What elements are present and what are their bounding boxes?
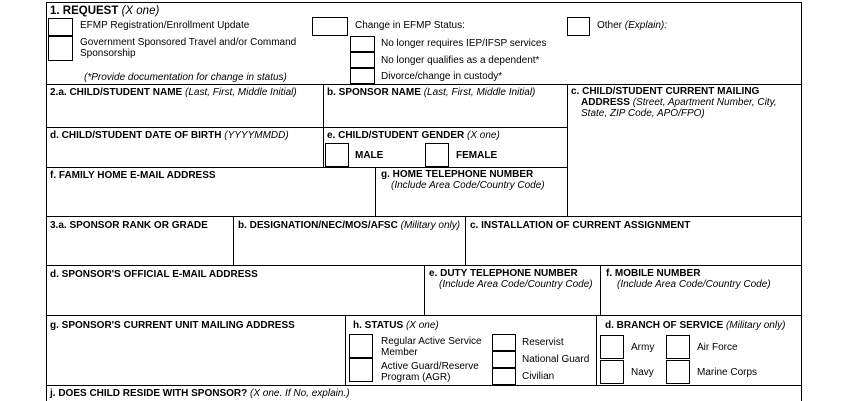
status-hint: (X one) (405, 320, 439, 331)
home-phone-label: g. HOME TELEPHONE NUMBER (381, 169, 534, 180)
branch-label-text: d. BRANCH OF SERVICE (605, 320, 724, 331)
change-status-checkbox[interactable] (312, 17, 348, 36)
designation-label-text: b. DESIGNATION/NEC/MOS/AFSC (238, 220, 398, 231)
branch-hint: (Military only) (725, 320, 786, 331)
mailing-hint-line2: (Street, Apartment Number, City, (632, 97, 777, 108)
status-civilian-checkbox[interactable] (492, 368, 516, 385)
gender-label (327, 130, 500, 141)
travel-label-line1: Government Sponsored Travel and/or Command (80, 37, 297, 48)
sponsor-name-hint: (Last, First, Middle Initial) (423, 87, 536, 98)
installation-field[interactable] (467, 233, 799, 264)
duty-phone-hint: (Include Area Code/Country Code) (439, 279, 593, 290)
divorce-checkbox[interactable] (350, 68, 375, 84)
sponsor-rank-label: 3.a. SPONSOR RANK OR GRADE (50, 220, 208, 231)
col-divider (424, 265, 425, 315)
dob-label (50, 130, 289, 141)
col-divider (323, 84, 324, 167)
registration-label: EFMP Registration/Enrollment Update (80, 20, 250, 31)
col-divider (465, 216, 466, 265)
marine-corps-label: Marine Corps (697, 367, 758, 378)
row-divider (46, 127, 567, 128)
navy-label: Navy (631, 367, 654, 378)
sponsor-email-field[interactable] (48, 282, 422, 314)
air-force-label: Air Force (697, 342, 738, 353)
form-left-border (46, 2, 47, 401)
divorce-label: Divorce/change in custody* (381, 71, 503, 82)
status-civilian-label: Civilian (522, 371, 555, 382)
unit-address-label: g. SPONSOR'S CURRENT UNIT MAILING ADDRESS (50, 320, 295, 331)
travel-checkbox[interactable] (48, 36, 73, 61)
status-agr-checkbox[interactable] (349, 358, 373, 382)
request-title (50, 5, 159, 17)
documentation-note: (*Provide documentation for change in status) (84, 72, 287, 83)
status-regular-checkbox[interactable] (349, 334, 373, 358)
status-regular-line1: Regular Active Service (381, 336, 482, 347)
col-divider (233, 216, 234, 265)
other-label-hint: (Explain): (624, 20, 668, 31)
row-divider (46, 216, 802, 217)
row-divider (46, 385, 802, 386)
mailing-label-address: ADDRESS (581, 97, 630, 108)
designation-field[interactable] (235, 233, 463, 264)
branch-label (605, 320, 785, 331)
other-label-text: Other (597, 20, 623, 31)
designation-label (238, 220, 460, 231)
mailing-hint-line3: State, ZIP Code, APO/FPO) (581, 108, 705, 119)
status-guard-label: National Guard (522, 354, 590, 365)
duty-phone-field[interactable] (426, 292, 598, 314)
army-label: Army (631, 342, 655, 353)
mailing-label-line1: c. CHILD/STUDENT CURRENT MAILING (571, 86, 760, 97)
reside-hint: (X one. If No, explain.) (250, 388, 350, 399)
other-checkbox[interactable] (567, 17, 590, 36)
other-label (597, 20, 667, 31)
designation-hint: (Military only) (400, 220, 461, 231)
section-divider (46, 84, 802, 85)
status-reservist-checkbox[interactable] (492, 334, 516, 351)
no-iep-checkbox[interactable] (350, 36, 375, 52)
child-name-hint: (Last, First, Middle Initial) (185, 87, 297, 98)
sponsor-rank-field[interactable] (48, 233, 231, 264)
col-divider (567, 84, 568, 216)
installation-label: c. INSTALLATION OF CURRENT ASSIGNMENT (470, 220, 691, 231)
status-reservist-label: Reservist (522, 337, 564, 348)
registration-checkbox[interactable] (48, 18, 73, 36)
air-force-checkbox[interactable] (666, 335, 690, 359)
male-label: MALE (355, 150, 384, 161)
female-checkbox[interactable] (425, 143, 449, 167)
child-mailing-address-field[interactable] (569, 121, 799, 215)
marine-corps-checkbox[interactable] (666, 360, 690, 384)
form-top-border (46, 2, 802, 3)
duty-phone-label: e. DUTY TELEPHONE NUMBER (429, 268, 578, 279)
dob-field[interactable] (48, 143, 321, 166)
reside-label (50, 388, 350, 399)
gender-label-text: e. CHILD/STUDENT GENDER (327, 130, 465, 141)
request-title-hint: (X one) (121, 5, 160, 17)
mobile-field[interactable] (602, 292, 799, 314)
sponsor-name-field[interactable] (325, 100, 565, 126)
no-dependent-checkbox[interactable] (350, 52, 375, 68)
change-status-label: Change in EFMP Status: (355, 20, 465, 31)
mobile-label: f. MOBILE NUMBER (606, 268, 701, 279)
no-dependent-label: No longer qualifies as a dependent* (381, 55, 540, 66)
home-phone-field[interactable] (377, 193, 565, 215)
child-name-label-text: 2.a. CHILD/STUDENT NAME (50, 87, 183, 98)
status-agr-line1: Active Guard/Reserve (381, 361, 479, 372)
dob-hint: (YYYYMMDD) (224, 130, 289, 141)
row-divider (46, 315, 802, 316)
status-guard-checkbox[interactable] (492, 351, 516, 368)
dob-label-text: d. CHILD/STUDENT DATE OF BIRTH (50, 130, 222, 141)
male-checkbox[interactable] (325, 143, 349, 167)
unit-address-field[interactable] (48, 333, 343, 384)
status-label-text: h. STATUS (353, 320, 404, 331)
home-phone-hint: (Include Area Code/Country Code) (391, 180, 545, 191)
status-agr-line2: Program (AGR) (381, 372, 451, 383)
status-label (353, 320, 439, 331)
female-label: FEMALE (456, 150, 498, 161)
row-divider (46, 167, 567, 168)
travel-label-line2: Sponsorship (80, 48, 136, 59)
child-name-label (50, 87, 297, 98)
mobile-hint: (Include Area Code/Country Code) (617, 279, 771, 290)
col-divider (345, 315, 346, 385)
sponsor-name-label (327, 87, 535, 98)
form-right-border (801, 2, 802, 401)
sponsor-name-label-text: b. SPONSOR NAME (327, 87, 421, 98)
family-email-field[interactable] (48, 183, 373, 215)
col-divider (375, 167, 376, 216)
reside-label-text: j. DOES CHILD RESIDE WITH SPONSOR? (50, 388, 248, 399)
col-divider (596, 315, 597, 385)
status-regular-line2: Member (381, 347, 418, 358)
sponsor-email-label: d. SPONSOR'S OFFICIAL E-MAIL ADDRESS (50, 269, 258, 280)
mailing-label-line2 (581, 97, 777, 108)
gender-hint: (X one) (467, 130, 500, 141)
navy-checkbox[interactable] (600, 360, 624, 384)
request-title-text: 1. REQUEST (50, 5, 119, 17)
family-email-label: f. FAMILY HOME E-MAIL ADDRESS (50, 170, 216, 181)
child-name-field[interactable] (48, 100, 321, 126)
col-divider (600, 265, 601, 315)
no-iep-label: No longer requires IEP/IFSP services (381, 38, 547, 49)
army-checkbox[interactable] (600, 335, 624, 359)
